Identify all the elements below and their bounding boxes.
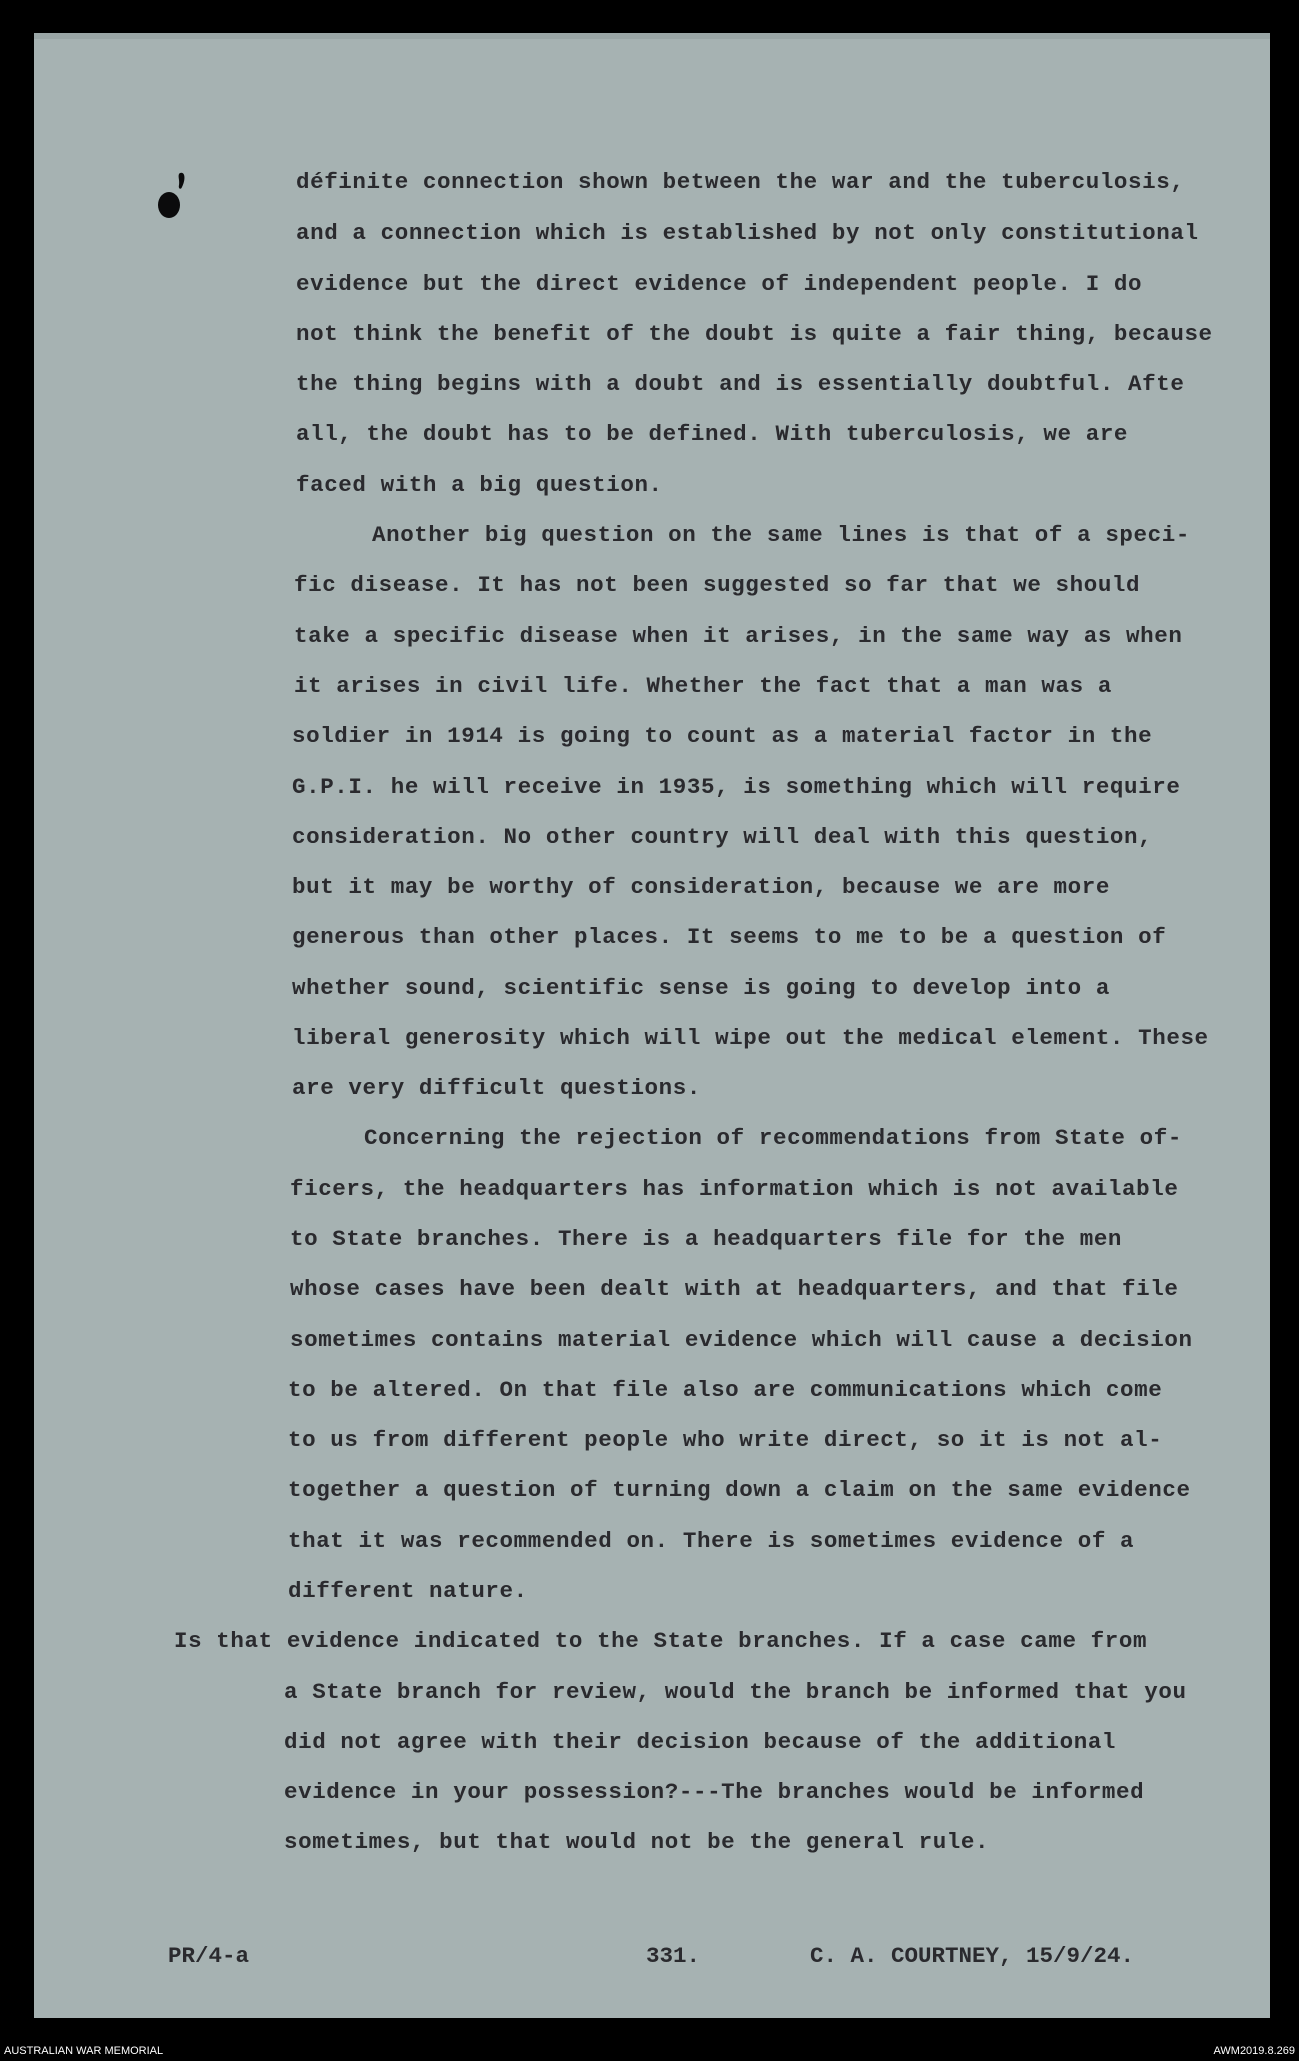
text-line: all, the doubt has to be defined. With tuberculosis, we are [296, 421, 1129, 447]
text-line: to State branches. There is a headquarters file for the men [290, 1226, 1123, 1252]
text-line: generous than other places. It seems to me to be a question of [292, 924, 1167, 950]
text-line: sometimes contains material evidence which will cause a decision [290, 1327, 1193, 1353]
text-line: it arises in civil life. Whether the fact that a man was a [294, 673, 1112, 699]
text-line: that it was recommended on. There is sometimes evidence of a [288, 1528, 1135, 1554]
text-line: sometimes, but that would not be the general rule. [284, 1829, 990, 1855]
text-line: but it may be worthy of consideration, because we are more [292, 874, 1110, 900]
text-line: evidence in your possession?---The branches would be informed [284, 1779, 1145, 1805]
text-line: not think the benefit of the doubt is quite a fair thing, because [296, 321, 1213, 347]
typescript-body [34, 33, 1270, 2018]
text-line: whose cases have been dealt with at headquarters, and that file [290, 1276, 1179, 1302]
text-line: ficers, the headquarters has information which is not available [290, 1176, 1179, 1202]
archive-id: AWM2019.8.269 [1213, 2045, 1295, 2057]
text-line: whether sound, scientific sense is going to develop into a [292, 975, 1110, 1001]
file-reference: PR/4-a [168, 1943, 250, 1969]
text-line: did not agree with their decision because of the additional [284, 1729, 1117, 1755]
text-line: a State branch for review, would the branch be informed that you [284, 1679, 1187, 1705]
text-line: the thing begins with a doubt and is essentially doubtful. Afte [296, 371, 1185, 397]
text-line: liberal generosity which will wipe out the medical element. These [292, 1025, 1209, 1051]
text-line: soldier in 1914 is going to count as a material factor in the [292, 723, 1153, 749]
archive-caption: AUSTRALIAN WAR MEMORIAL [4, 2045, 164, 2057]
text-line: evidence but the direct evidence of independent people. I do [296, 271, 1143, 297]
text-line: définite connection shown between the war and the tuberculosis, [296, 169, 1185, 195]
text-line: are very difficult questions. [292, 1075, 701, 1101]
text-line: Another big question on the same lines is that of a speci- [372, 522, 1190, 548]
text-line: to be altered. On that file also are communications which come [288, 1377, 1163, 1403]
page-number: 331. [646, 1943, 701, 1969]
text-line: Is that evidence indicated to the State branches. If a case came from [174, 1628, 1148, 1654]
text-line: G.P.I. he will receive in 1935, is something which will require [292, 774, 1181, 800]
text-line: to us from different people who write direct, so it is not al- [288, 1427, 1163, 1453]
text-line: Concerning the rejection of recommendations from State of- [364, 1125, 1182, 1151]
text-line: together a question of turning down a claim on the same evidence [288, 1477, 1191, 1503]
text-line: consideration. No other country will deal with this question, [292, 824, 1153, 850]
text-line: faced with a big question. [296, 472, 663, 498]
text-line: take a specific disease when it arises, in the same way as when [294, 623, 1183, 649]
text-line: and a connection which is established by not only constitutional [296, 220, 1199, 246]
document-page [34, 33, 1270, 2018]
text-line: different nature. [288, 1578, 528, 1604]
text-line: fic disease. It has not been suggested so far that we should [294, 572, 1141, 598]
signature-line: C. A. COURTNEY, 15/9/24. [810, 1943, 1135, 1969]
